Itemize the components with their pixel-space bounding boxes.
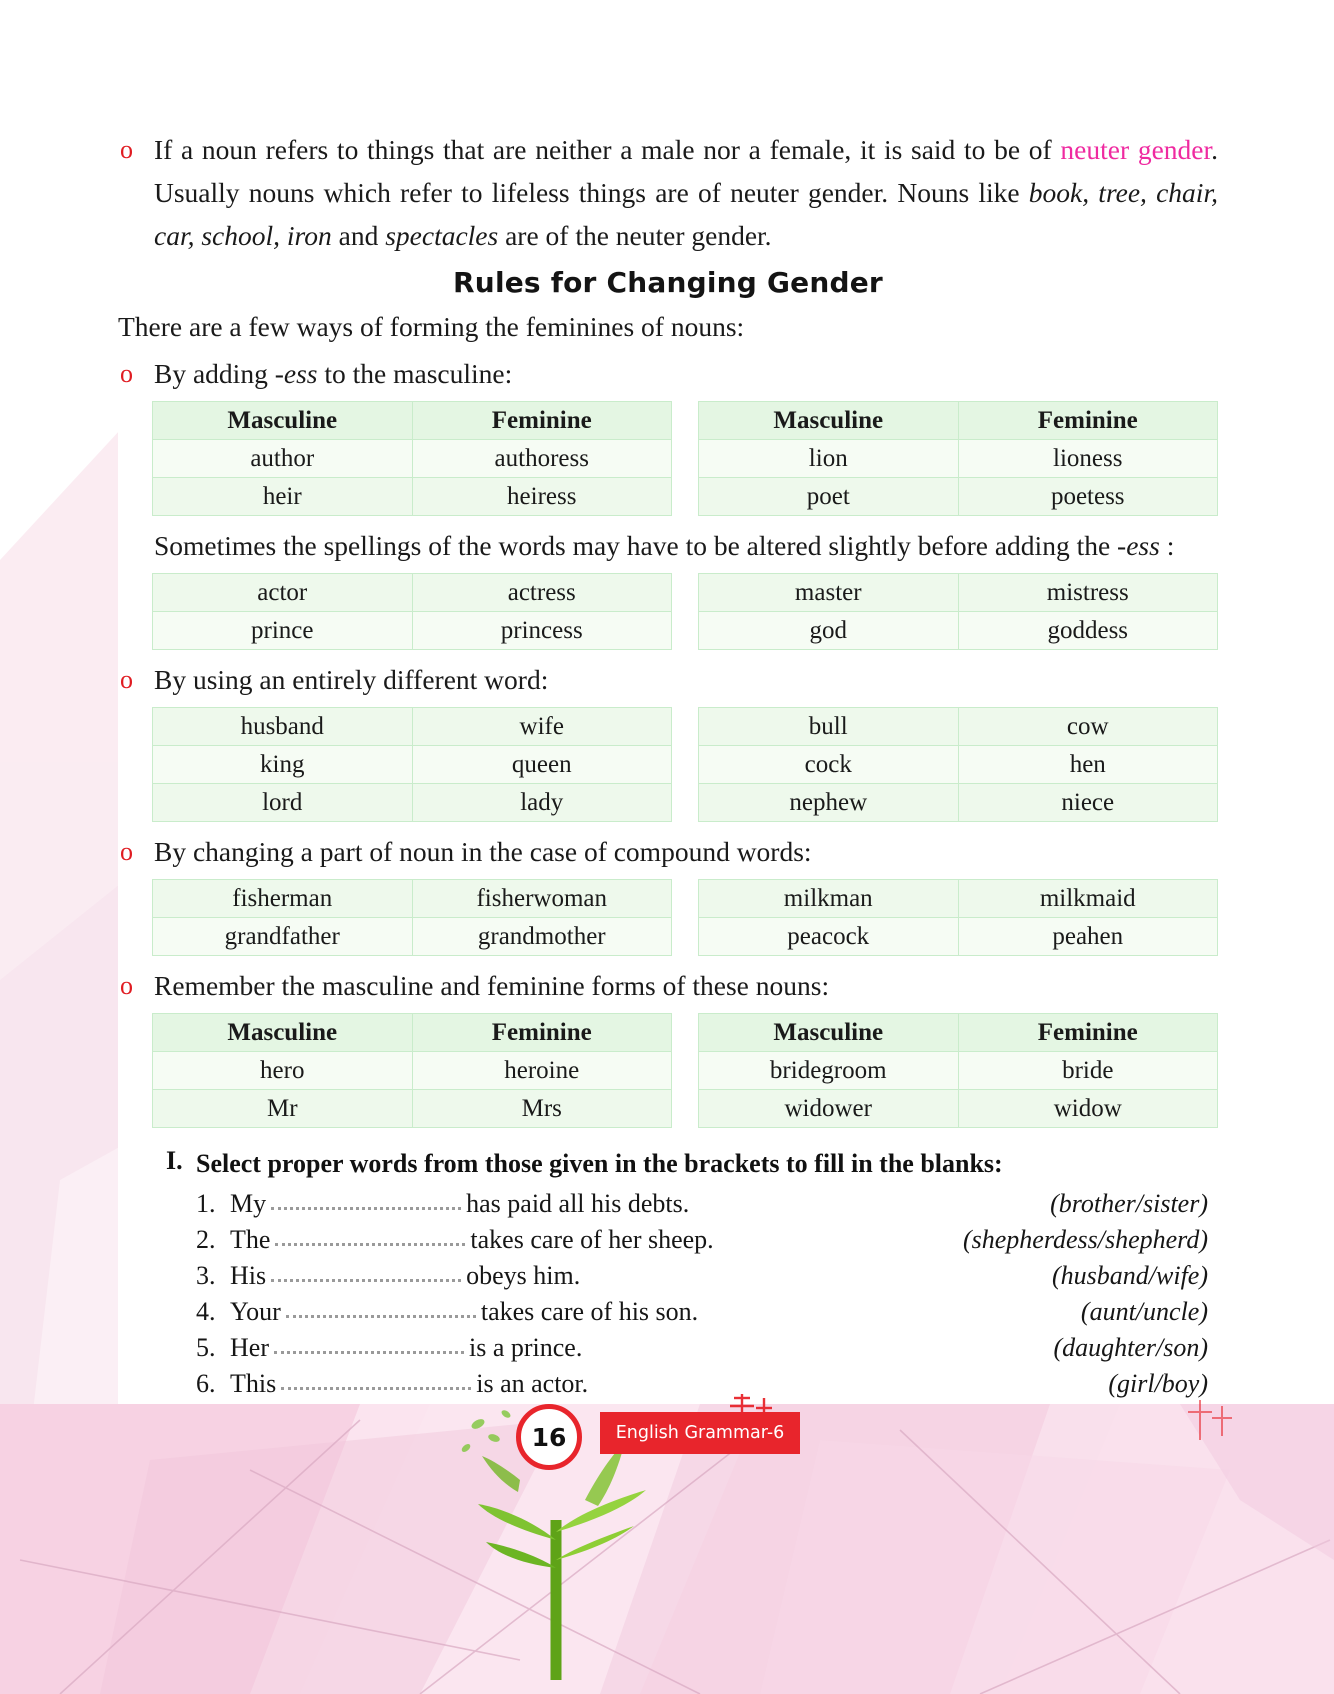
rule-3-body (154, 658, 1218, 701)
book-title-banner (600, 1412, 800, 1454)
rule-1-t0: By adding (154, 358, 275, 389)
list-item (196, 1222, 1208, 1258)
table-header-row (153, 402, 672, 440)
question-options: (daughter/son) (1053, 1333, 1208, 1362)
table-row (153, 612, 672, 650)
table-row (699, 918, 1218, 956)
bullet-circle-icon: o (120, 359, 133, 388)
rule-1-bullet-row (118, 352, 1218, 395)
table-left (152, 707, 672, 822)
table-left (152, 879, 672, 956)
table-row (153, 440, 672, 478)
question-text (230, 1330, 582, 1366)
intro-paragraph (154, 128, 1218, 257)
note-text (154, 524, 1218, 567)
rule-4-tables (152, 879, 1218, 956)
note-body (154, 524, 1218, 567)
table-row (699, 746, 1218, 784)
exercise-section (118, 1146, 1218, 1402)
question-before: His (230, 1261, 267, 1290)
table-row (699, 478, 1218, 516)
table-row (699, 1052, 1218, 1090)
question-options: (aunt/uncle) (1080, 1297, 1208, 1326)
page-content (118, 0, 1218, 1402)
answer-blank[interactable] (275, 1227, 465, 1246)
question-after: is an actor. (476, 1369, 589, 1398)
exercise-heading (166, 1146, 1218, 1182)
rule-5-body (154, 964, 1218, 1007)
table-header-row (699, 1014, 1218, 1052)
table-row (153, 880, 672, 918)
bullet-circle-icon: o (120, 971, 133, 1000)
cell: actress (412, 574, 672, 612)
cell: bridegroom (699, 1052, 959, 1090)
question-before: This (230, 1369, 277, 1398)
answer-blank[interactable] (271, 1191, 461, 1210)
rule-1-tables (152, 401, 1218, 516)
col-masculine: Masculine (699, 402, 959, 440)
table-row (153, 784, 672, 822)
exercise-title: Select proper words from those given in the brackets to fill in the blanks: (196, 1149, 1003, 1178)
table-row (153, 918, 672, 956)
question-index: 6. (196, 1369, 216, 1398)
cell: grandmother (412, 918, 672, 956)
section-title: Rules for Changing Gender (453, 266, 883, 299)
table-row (699, 1090, 1218, 1128)
rule-5-tables (152, 1013, 1218, 1128)
question-index: 3. (196, 1261, 216, 1290)
question-index: 2. (196, 1225, 216, 1254)
cell: peahen (958, 918, 1218, 956)
cell: god (699, 612, 959, 650)
cell: mistress (958, 574, 1218, 612)
cell: nephew (699, 784, 959, 822)
cell: lioness (958, 440, 1218, 478)
note-row (118, 524, 1218, 567)
cell: poet (699, 478, 959, 516)
question-before: Your (230, 1297, 281, 1326)
question-text (230, 1222, 714, 1258)
rule-1-body (154, 352, 1218, 395)
note-t2: : (1159, 530, 1175, 561)
question-before: My (230, 1189, 267, 1218)
rule-1-t2: to the masculine: (317, 358, 513, 389)
cell: lion (699, 440, 959, 478)
bullet-circle-icon: o (120, 665, 133, 694)
book-title: English Grammar-6 (615, 1423, 785, 1443)
page-number-badge (516, 1404, 582, 1470)
table-header-row (153, 1014, 672, 1052)
cell: princess (412, 612, 672, 650)
list-item (196, 1186, 1208, 1222)
cell: authoress (412, 440, 672, 478)
cell: master (699, 574, 959, 612)
rule-3-text: By using an entirely different word: (154, 664, 549, 695)
question-text (230, 1258, 580, 1294)
cell: queen (412, 746, 672, 784)
cell: widower (699, 1090, 959, 1128)
table-row (153, 574, 672, 612)
col-feminine: Feminine (958, 402, 1218, 440)
intro-text-after: . Usually nouns which refer to lifeless things are of neuter gender. Nouns like (154, 134, 1219, 208)
cell: grandfather (153, 918, 413, 956)
exercise-number: I. (166, 1146, 183, 1175)
cell: author (153, 440, 413, 478)
rule-4-body (154, 830, 1218, 873)
question-text (230, 1294, 698, 1330)
table-row (699, 784, 1218, 822)
intro-bullet-row (118, 128, 1218, 257)
cell: lady (412, 784, 672, 822)
cell: milkmaid (958, 880, 1218, 918)
table-left (152, 401, 672, 516)
table-row (699, 708, 1218, 746)
table-row (153, 478, 672, 516)
cell: hero (153, 1052, 413, 1090)
table-right (698, 573, 1218, 650)
intro-text-end: are of the neuter gender. (498, 220, 772, 251)
answer-blank[interactable] (286, 1299, 476, 1318)
col-masculine: Masculine (153, 1014, 413, 1052)
cell: niece (958, 784, 1218, 822)
col-feminine: Feminine (958, 1014, 1218, 1052)
cell: Mr (153, 1090, 413, 1128)
question-before: The (230, 1225, 271, 1254)
table-left (152, 573, 672, 650)
table-row (699, 612, 1218, 650)
cell: peacock (699, 918, 959, 956)
cell: wife (412, 708, 672, 746)
intro-body (154, 128, 1218, 257)
cell: bride (958, 1052, 1218, 1090)
col-feminine: Feminine (412, 402, 672, 440)
cell: cow (958, 708, 1218, 746)
cell: king (153, 746, 413, 784)
cell: Mrs (412, 1090, 672, 1128)
rule-4-bullet-row (118, 830, 1218, 873)
plant-sprout-icon (478, 1442, 646, 1680)
question-options: (shepherdess/shepherd) (962, 1225, 1208, 1254)
list-item (196, 1258, 1208, 1294)
leaf-specks-icon (460, 1409, 512, 1454)
cell: heroine (412, 1052, 672, 1090)
answer-blank[interactable] (274, 1335, 464, 1354)
cell: bull (699, 708, 959, 746)
table-right (698, 401, 1218, 516)
intro-text-mid: and (331, 220, 386, 251)
table-row (699, 574, 1218, 612)
lead-text: There are a few ways of forming the feminines of nouns: (118, 311, 745, 342)
cell: fisherwoman (412, 880, 672, 918)
tower-icon-right (1188, 1400, 1232, 1440)
question-text (230, 1186, 689, 1222)
cell: hen (958, 746, 1218, 784)
question-index: 4. (196, 1297, 216, 1326)
question-after: obeys him. (466, 1261, 581, 1290)
table-row (153, 1052, 672, 1090)
note-t0: Sometimes the spellings of the words may have to be altered slightly before adding the (154, 530, 1118, 561)
rule-4-text: By changing a part of noun in the case of compound words: (154, 836, 812, 867)
table-row (153, 1090, 672, 1128)
cell: widow (958, 1090, 1218, 1128)
page-number: 16 (531, 1422, 567, 1452)
question-index: 1. (196, 1189, 216, 1218)
rule-3-tables (152, 707, 1218, 822)
intro-examples-2: spectacles (385, 220, 499, 251)
table-right (698, 879, 1218, 956)
list-item (196, 1294, 1208, 1330)
question-index: 5. (196, 1333, 216, 1362)
cell: lord (153, 784, 413, 822)
table-row (699, 880, 1218, 918)
table-right (698, 1013, 1218, 1128)
rule-5-text: Remember the masculine and feminine forms of these nouns: (154, 970, 830, 1001)
cell: prince (153, 612, 413, 650)
rule-1-suffix: -ess (274, 358, 318, 389)
cell: fisherman (153, 880, 413, 918)
bullet-circle-icon: o (120, 837, 133, 866)
rule-1-text (154, 352, 1218, 395)
rule-2-tables (152, 573, 1218, 650)
cell: cock (699, 746, 959, 784)
question-before: Her (230, 1333, 269, 1362)
cell: actor (153, 574, 413, 612)
rule-5-bullet-row (118, 964, 1218, 1007)
bullet-circle-icon: o (120, 135, 133, 164)
question-after: takes care of his son. (480, 1297, 699, 1326)
table-header-row (699, 402, 1218, 440)
question-list (118, 1186, 1218, 1402)
cell: goddess (958, 612, 1218, 650)
question-after: has paid all his debts. (466, 1189, 690, 1218)
col-masculine: Masculine (699, 1014, 959, 1052)
cell: heiress (412, 478, 672, 516)
intro-examples: book, tree, chair, car, school, iron (154, 177, 1218, 251)
table-row (153, 708, 672, 746)
cell: heir (153, 478, 413, 516)
col-masculine: Masculine (153, 402, 413, 440)
table-right (698, 707, 1218, 822)
cell: milkman (699, 880, 959, 918)
question-options: (girl/boy) (1108, 1369, 1208, 1398)
answer-blank[interactable] (271, 1263, 461, 1282)
table-row (699, 440, 1218, 478)
list-item (196, 1330, 1208, 1366)
neuter-gender-highlight: neuter gender (1060, 134, 1212, 165)
cell: poetess (958, 478, 1218, 516)
question-options: (husband/wife) (1052, 1261, 1208, 1290)
table-left (152, 1013, 672, 1128)
cell: husband (153, 708, 413, 746)
intro-text-before: If a noun refers to things that are neither a male nor a female, it is said to be of (154, 134, 1061, 165)
note-suffix: -ess (1117, 530, 1160, 561)
rule-3-bullet-row (118, 658, 1218, 701)
question-after: takes care of her sheep. (470, 1225, 714, 1254)
question-options: (brother/sister) (1050, 1189, 1208, 1218)
table-row (153, 746, 672, 784)
question-after: is a prince. (468, 1333, 583, 1362)
col-feminine: Feminine (412, 1014, 672, 1052)
